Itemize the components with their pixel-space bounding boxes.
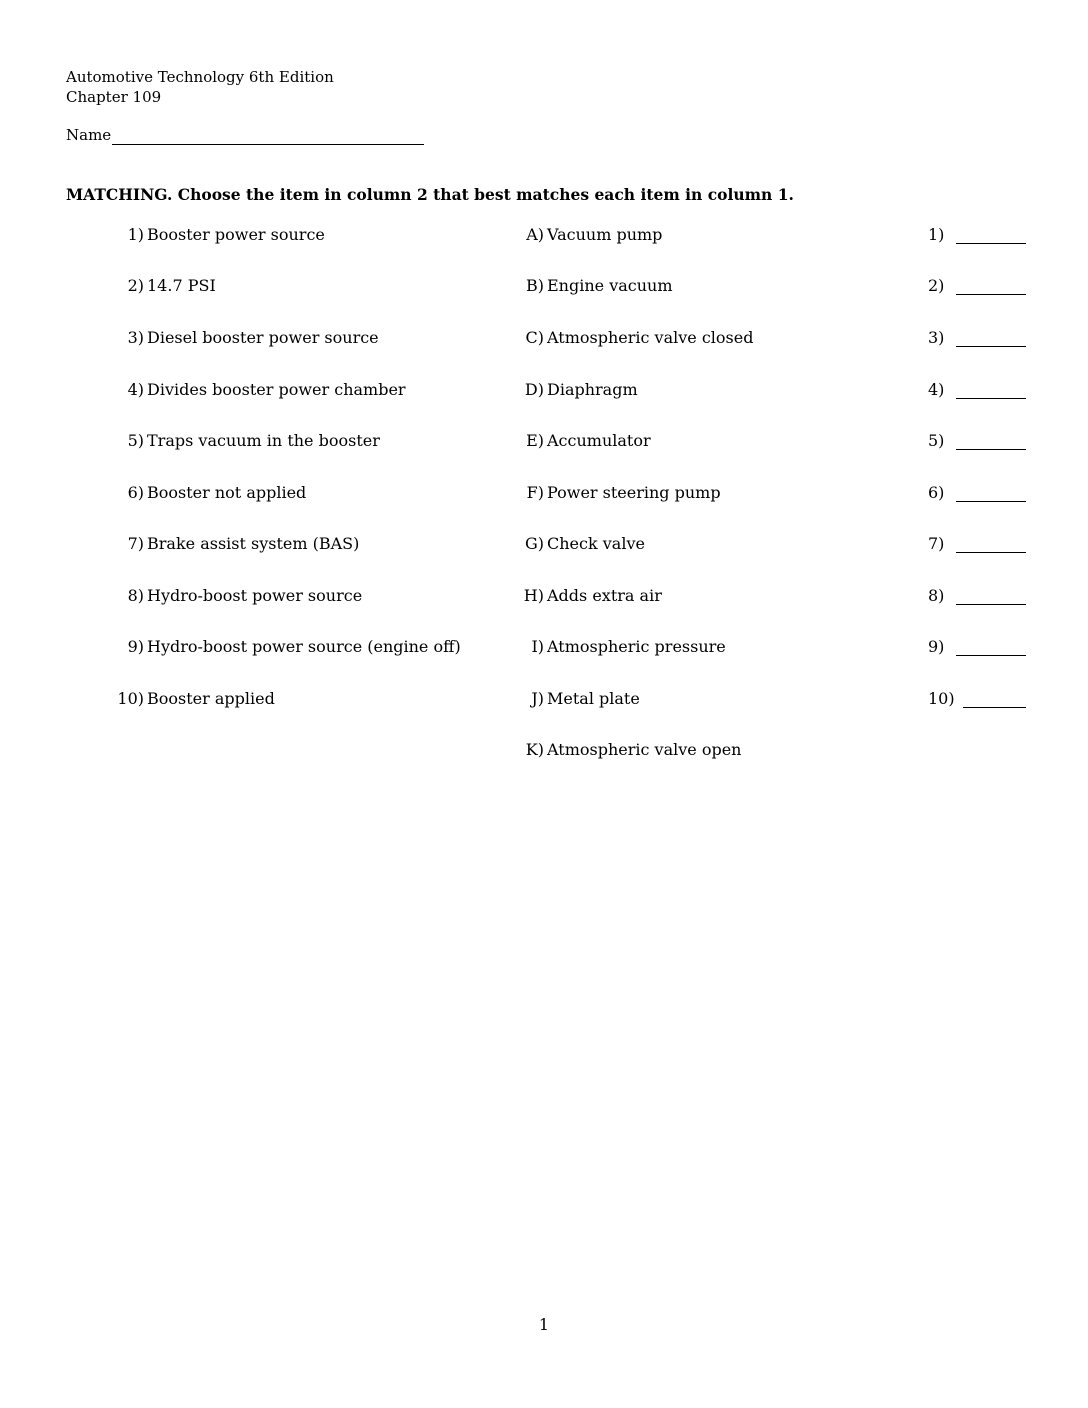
term-text: Hydro-boost power source (engine off) xyxy=(147,637,461,656)
answer-blank[interactable] xyxy=(956,501,1026,502)
answer-number: 8) xyxy=(928,586,945,605)
answer-blank[interactable] xyxy=(956,243,1026,244)
term-number: 6) xyxy=(127,483,144,502)
term-number: 5) xyxy=(127,431,144,450)
answer-number: 9) xyxy=(928,637,945,656)
term-number: 1) xyxy=(127,225,144,244)
option-letter: I) xyxy=(531,637,544,656)
term-number: 4) xyxy=(127,380,144,399)
option-text: Check valve xyxy=(547,534,645,553)
option-letter: C) xyxy=(525,328,544,347)
matching-row xyxy=(0,481,1088,505)
option-text: Metal plate xyxy=(547,689,640,708)
answer-blank[interactable] xyxy=(956,449,1026,450)
option-text: Engine vacuum xyxy=(547,276,673,295)
answer-number: 7) xyxy=(928,534,945,553)
term-text: Booster power source xyxy=(147,225,325,244)
matching-row xyxy=(0,326,1088,350)
page-number: 1 xyxy=(538,1315,550,1334)
option-text: Diaphragm xyxy=(547,380,638,399)
answer-blank[interactable] xyxy=(956,398,1026,399)
answer-blank[interactable] xyxy=(956,604,1026,605)
answer-blank[interactable] xyxy=(956,655,1026,656)
book-title: Automotive Technology 6th Edition xyxy=(66,68,334,86)
option-letter: D) xyxy=(524,380,544,399)
answer-number: 10) xyxy=(928,689,955,708)
term-number: 9) xyxy=(127,637,144,656)
option-text: Accumulator xyxy=(547,431,651,450)
matching-row xyxy=(0,532,1088,556)
term-text: Divides booster power chamber xyxy=(147,380,406,399)
name-field[interactable] xyxy=(112,126,424,145)
answer-blank[interactable] xyxy=(956,346,1026,347)
option-text: Atmospheric pressure xyxy=(547,637,726,656)
chapter-label: Chapter 109 xyxy=(66,88,162,106)
name-label: Name xyxy=(66,126,112,144)
matching-row xyxy=(0,584,1088,608)
term-number: 8) xyxy=(127,586,144,605)
answer-number: 1) xyxy=(928,225,945,244)
option-letter: A) xyxy=(526,225,544,244)
term-number: 10) xyxy=(117,689,144,708)
term-number: 7) xyxy=(127,534,144,553)
option-letter: F) xyxy=(526,483,544,502)
matching-row xyxy=(0,635,1088,659)
option-text: Atmospheric valve open xyxy=(547,740,742,759)
term-text: Traps vacuum in the booster xyxy=(147,431,380,450)
term-text: Diesel booster power source xyxy=(147,328,379,347)
name-field-row xyxy=(66,125,424,145)
option-letter: H) xyxy=(523,586,544,605)
option-text: Atmospheric valve closed xyxy=(547,328,754,347)
term-text: Booster not applied xyxy=(147,483,307,502)
matching-row xyxy=(0,738,1088,762)
instructions: MATCHING. Choose the item in column 2 that best matches each item in column 1. xyxy=(66,185,794,204)
answer-number: 2) xyxy=(928,276,945,295)
option-text: Vacuum pump xyxy=(547,225,663,244)
answer-number: 4) xyxy=(928,380,945,399)
term-text: Hydro-boost power source xyxy=(147,586,363,605)
answer-blank[interactable] xyxy=(963,707,1026,708)
term-number: 2) xyxy=(127,276,144,295)
option-text: Adds extra air xyxy=(547,586,662,605)
answer-blank[interactable] xyxy=(956,552,1026,553)
term-number: 3) xyxy=(127,328,144,347)
answer-number: 3) xyxy=(928,328,945,347)
matching-row xyxy=(0,274,1088,298)
option-text: Power steering pump xyxy=(547,483,721,502)
term-text: Booster applied xyxy=(147,689,275,708)
answer-number: 5) xyxy=(928,431,945,450)
matching-row xyxy=(0,687,1088,711)
matching-row xyxy=(0,223,1088,247)
term-text: Brake assist system (BAS) xyxy=(147,534,360,553)
option-letter: K) xyxy=(525,740,544,759)
matching-row xyxy=(0,378,1088,402)
option-letter: B) xyxy=(526,276,544,295)
option-letter: E) xyxy=(526,431,544,450)
option-letter: G) xyxy=(524,534,544,553)
option-letter: J) xyxy=(531,689,544,708)
term-text: 14.7 PSI xyxy=(147,276,216,295)
answer-blank[interactable] xyxy=(956,294,1026,295)
answer-number: 6) xyxy=(928,483,945,502)
matching-row xyxy=(0,429,1088,453)
